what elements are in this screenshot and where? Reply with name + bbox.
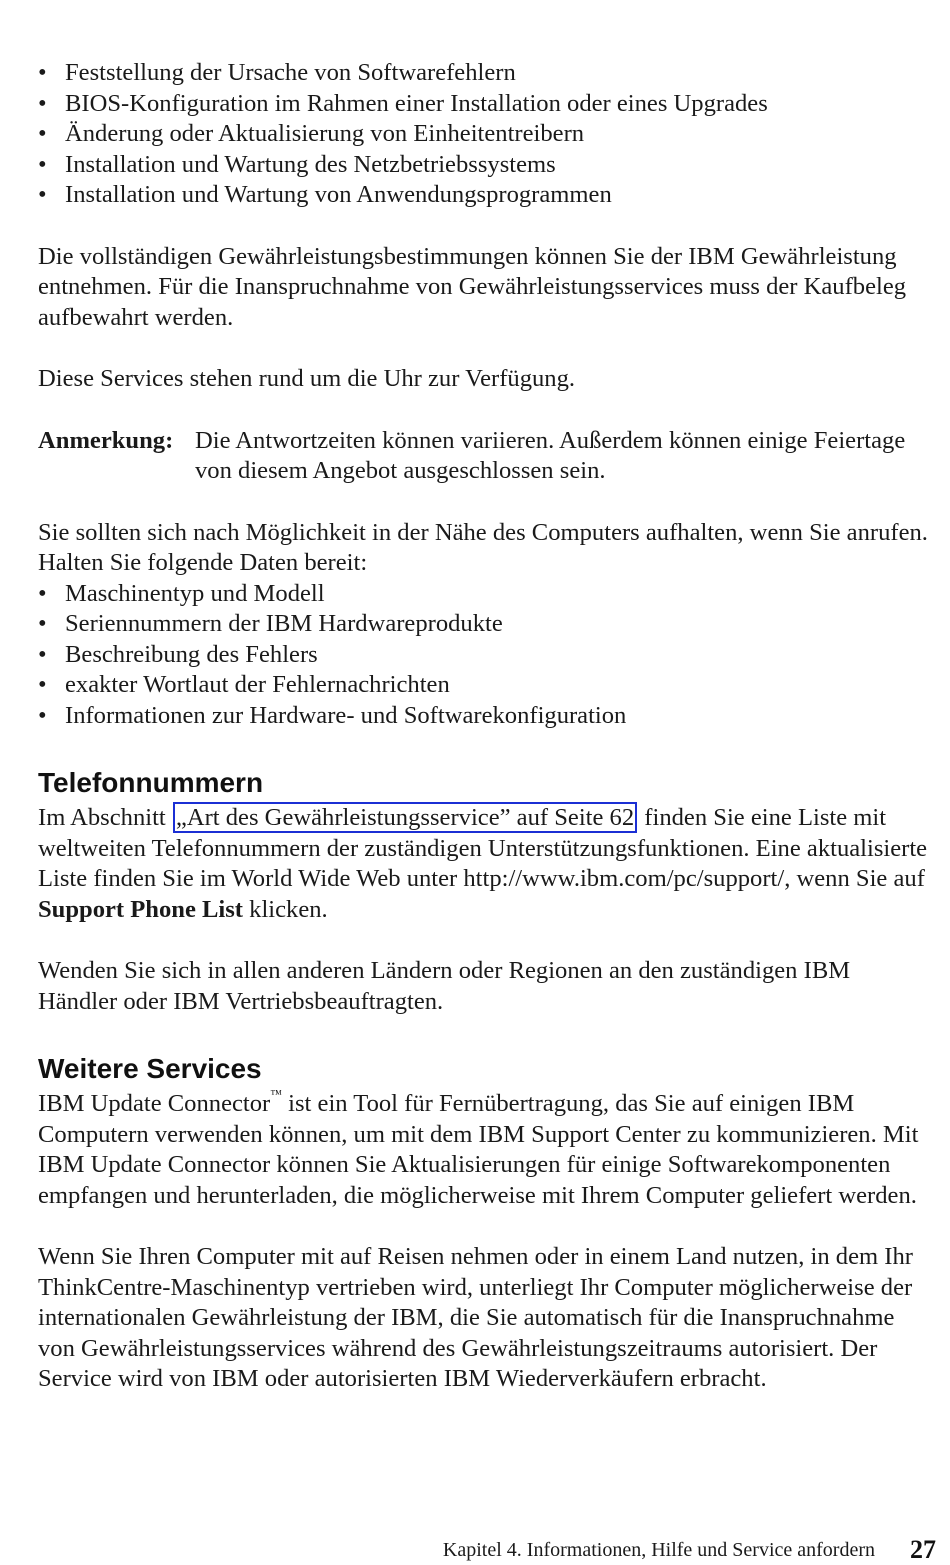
document-page — [38, 58, 934, 1395]
call-paragraph: Sie sollten sich nach Möglichkeit in der Nähe des Computers aufhalten, wenn Sie anrufen. Halten Sie folgende Daten bereit: — [38, 518, 928, 576]
list-item: • Informationen zur Hardware- und Softwarekonfiguration — [38, 701, 934, 732]
warranty-paragraph: Die vollständigen Gewährleistungsbestimmungen können Sie der IBM Gewährleistung entnehmen. Für die Inanspruchnahme von Gewährleistungsservices muss der Kaufbeleg aufbewahrt werden. — [38, 242, 907, 331]
list-item: • BIOS-Konfiguration im Rahmen einer Installation oder eines Upgrades — [38, 89, 934, 120]
list-item: • exakter Wortlaut der Fehlernachrichten — [38, 670, 934, 701]
warranty-service-link[interactable]: „Art des Gewährleistungsservice” auf Seite 62 — [173, 802, 637, 833]
page-number: 27 — [910, 1535, 936, 1564]
note-text: Die Antwortzeiten können variieren. Außerdem können einige Feiertage von diesem Angebot ausgeschlossen sein. — [195, 426, 906, 484]
section-heading-phone: Telefonnummern — [38, 767, 264, 798]
bullet-icon: • — [38, 89, 47, 117]
list-item: • Feststellung der Ursache von Softwarefehlern — [38, 58, 934, 89]
list-item: • Installation und Wartung des Netzbetriebssystems — [38, 150, 934, 181]
bullet-icon: • — [38, 671, 47, 698]
trademark-mark: ™ — [270, 1087, 282, 1101]
international-warranty-paragraph: Wenn Sie Ihren Computer mit auf Reisen nehmen oder in einem Land nutzen, in dem Ihr ThinkCentre-Maschinentyp vertrieben wird, unterliegt Ihr Computer möglicherweise der internationalen Gewährleistung der IBM, die Sie automatisch für die Inanspruchnahme von Gewährleistungsservices während des Gewährleistungszeitraums autorisiert. Der Service wird von IBM oder autorisierten IBM Wiederverkäufern erbracht. — [38, 1243, 913, 1392]
bullet-icon: • — [38, 59, 47, 86]
bullet-icon: • — [38, 640, 47, 668]
chapter-title: Kapitel 4. Informationen, Hilfe und Service anfordern — [442, 1539, 875, 1561]
support-phone-list-label: Support Phone List — [38, 895, 243, 923]
note-block — [38, 426, 934, 487]
bullet-icon: • — [38, 181, 47, 208]
bullet-icon: • — [38, 701, 47, 729]
note-label: Anmerkung: — [38, 426, 174, 454]
bullet-icon: • — [38, 120, 47, 147]
phone-paragraph: Im Abschnitt „Art des Gewährleistungsservice” auf Seite 62 finden Sie eine Liste mit weltweiten Telefonnummern der zuständigen Unterstützungsfunktionen. Eine aktualisierte Liste finden Sie im World Wide Web unter http://www.ibm.com/pc/support/, wenn Sie auf Support Phone List klicken. — [38, 804, 928, 923]
other-countries-paragraph: Wenden Sie sich in allen anderen Ländern oder Regionen an den zuständigen IBM Händler oder IBM Vertriebsbeauftragten. — [38, 957, 851, 1015]
page-footer — [0, 1536, 950, 1562]
task-list — [38, 58, 934, 211]
list-item: • Seriennummern der IBM Hardwareprodukte — [38, 609, 934, 640]
bullet-icon: • — [38, 610, 47, 637]
list-item: • Änderung oder Aktualisierung von Einheitentreibern — [38, 119, 934, 150]
list-item: • Installation und Wartung von Anwendungsprogrammen — [38, 180, 934, 211]
hours-paragraph: Diese Services stehen rund um die Uhr zur Verfügung. — [38, 365, 576, 392]
list-item: • Beschreibung des Fehlers — [38, 640, 934, 671]
section-heading-services: Weitere Services — [38, 1053, 262, 1084]
bullet-icon: • — [38, 579, 47, 607]
bullet-icon: • — [38, 150, 47, 178]
list-item: • Maschinentyp und Modell — [38, 579, 934, 610]
call-data-list — [38, 579, 934, 732]
update-connector-paragraph: IBM Update Connector™ ist ein Tool für Fernübertragung, das Sie auf einigen IBM Computern verwenden können, um mit dem IBM Support Center zu kommunizieren. Mit IBM Update Connector können Sie Aktualisierungen für einige Softwarekomponenten empfangen und herunterladen, die möglicherweise mit Ihrem Computer geliefert werden. — [38, 1087, 919, 1209]
